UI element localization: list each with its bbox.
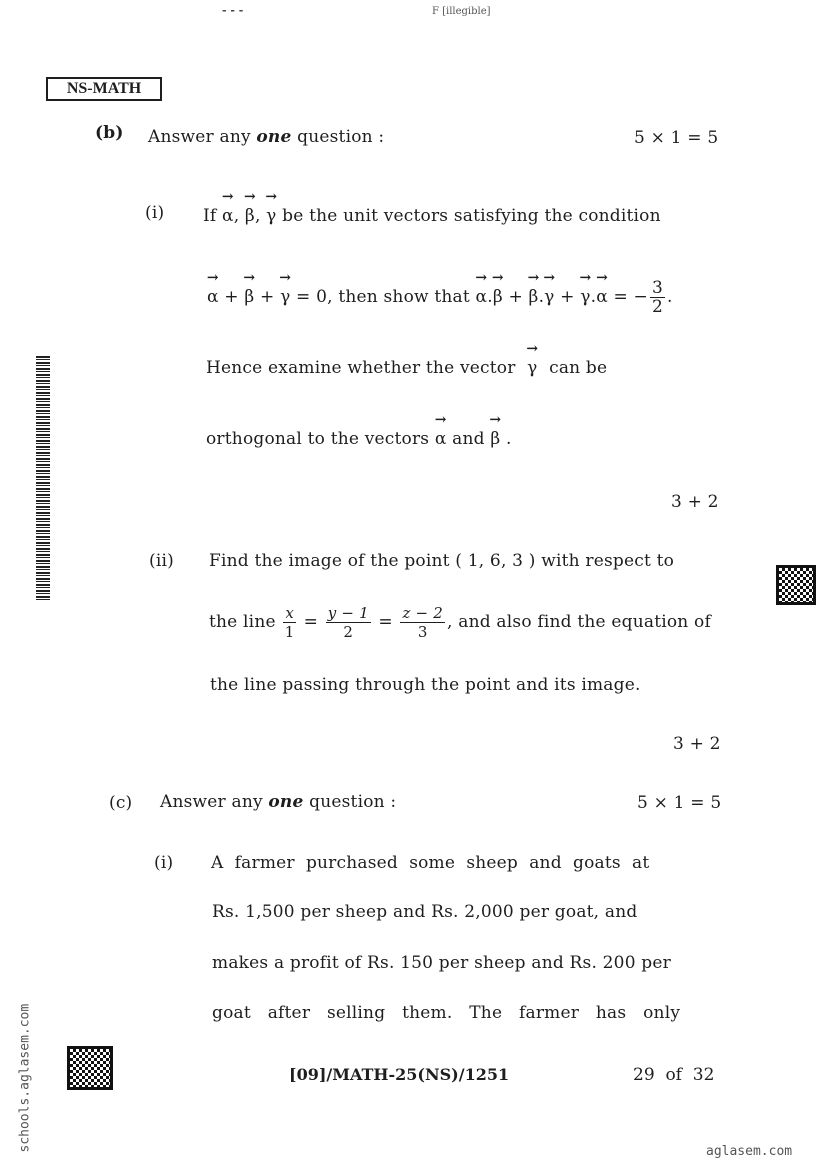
dot: . [487,287,493,307]
condition-text: be the unit vectors satisfying the condition [276,206,661,226]
bottom-qr-code [67,1046,113,1090]
c-i-line2: Rs. 1,500 per sheep and Rs. 2,000 per goat, and [212,902,638,922]
instruction-post: question : [291,127,385,147]
plus: + [508,287,523,307]
right-qr-code [776,565,816,605]
vector-gamma: → γ [580,287,590,307]
side-watermark: schools.aglasem.com [17,1003,33,1153]
instruction-em: one [256,127,292,147]
section-c-instruction [160,792,396,812]
equals: = [378,612,393,632]
fraction-numerator: y − 1 [327,604,369,622]
b-i-line3 [206,358,607,378]
equals: = [303,612,319,632]
period: . [505,429,512,449]
vector-alpha: → α [435,429,447,449]
b-i-label: (i) [145,203,165,223]
top-marks: - - - [222,4,244,17]
b-ii-marks: 3 + 2 [673,734,721,754]
vector-gamma: → γ [544,287,554,307]
dot: . [590,287,597,307]
vector-beta: → β [245,206,255,226]
b-ii-line3: the line passing through the point and its image. [210,675,641,695]
show-that-text: = 0, then show that [296,287,470,307]
dot: . [667,287,673,307]
section-b-marks: 5 × 1 = 5 [634,128,719,148]
vector-beta: → β [493,287,503,307]
b-i-marks: 3 + 2 [671,492,719,512]
c-i-label: (i) [154,853,174,873]
vector-gamma: → γ [280,287,290,307]
c-i-line3: makes a profit of Rs. 150 per sheep and Rs. 200 per [212,953,671,973]
left-barcode [36,356,50,602]
instruction-pre: Answer any [160,792,269,812]
vector-alpha: → α [476,287,488,307]
c-i-line4: goat after selling them. The farmer has only [212,1003,681,1023]
dot: . [538,287,545,307]
fraction-denominator: 1 [284,623,295,641]
b-i-line1 [203,206,661,226]
fraction-denominator: 2 [343,623,354,641]
instruction-pre: Answer any [148,127,257,147]
can-be-text: can be [549,358,608,378]
fraction-denominator: 3 [417,623,428,641]
if-text: If [203,206,223,226]
b-i-line4 [206,429,512,449]
footer-code: [09]/MATH-25(NS)/1251 [289,1065,510,1084]
instruction-post: question : [303,792,397,812]
comma: , [233,206,240,226]
vector-beta: → β [529,287,539,307]
fraction-numerator: 3 [652,278,664,298]
fraction-denominator: 2 [652,297,664,317]
b-i-line2 [207,279,673,316]
comma: , [254,206,261,226]
vector-beta: → β [490,429,500,449]
section-b-instruction [148,127,384,147]
plus: + [560,287,575,307]
vector-gamma: → γ [266,206,276,226]
the-line-text: the line [209,612,276,632]
b-ii-line1: Find the image of the point ( 1, 6, 3 ) with respect to [209,551,675,571]
instruction-em: one [268,792,304,812]
fraction-z [400,604,445,641]
vector-alpha: → α [222,206,234,226]
corner-watermark: aglasem.com [706,1144,793,1159]
fraction-three-halves [650,279,665,316]
plus: + [260,287,275,307]
subject-badge [46,77,162,101]
section-c-label: (c) [109,793,133,813]
c-i-line1: A farmer purchased some sheep and goats at [211,853,650,873]
equals-minus: = − [613,287,648,307]
footer-page: 29 of 32 [633,1065,715,1085]
top-code: F [illegible] [432,6,491,17]
fraction-x [283,604,296,641]
section-b-label: (b) [95,123,124,143]
vector-beta: → β [244,287,254,307]
fraction-y [326,604,371,641]
vector-alpha: → α [207,287,219,307]
subject-badge-text: NS-MATH [66,80,142,97]
vector-gamma: → γ [527,358,537,378]
orthogonal-text: orthogonal to the vectors [206,429,430,449]
fraction-numerator: x [285,604,295,622]
section-c-marks: 5 × 1 = 5 [637,793,722,813]
and-text: and [452,429,485,449]
b-ii-label: (ii) [149,551,174,571]
fraction-numerator: z − 2 [402,604,444,622]
equation-text: , and also find the equation of [447,612,711,632]
vector-alpha: → α [596,287,608,307]
plus: + [224,287,239,307]
b-ii-line2 [209,604,711,641]
hence-text: Hence examine whether the vector [206,358,516,378]
